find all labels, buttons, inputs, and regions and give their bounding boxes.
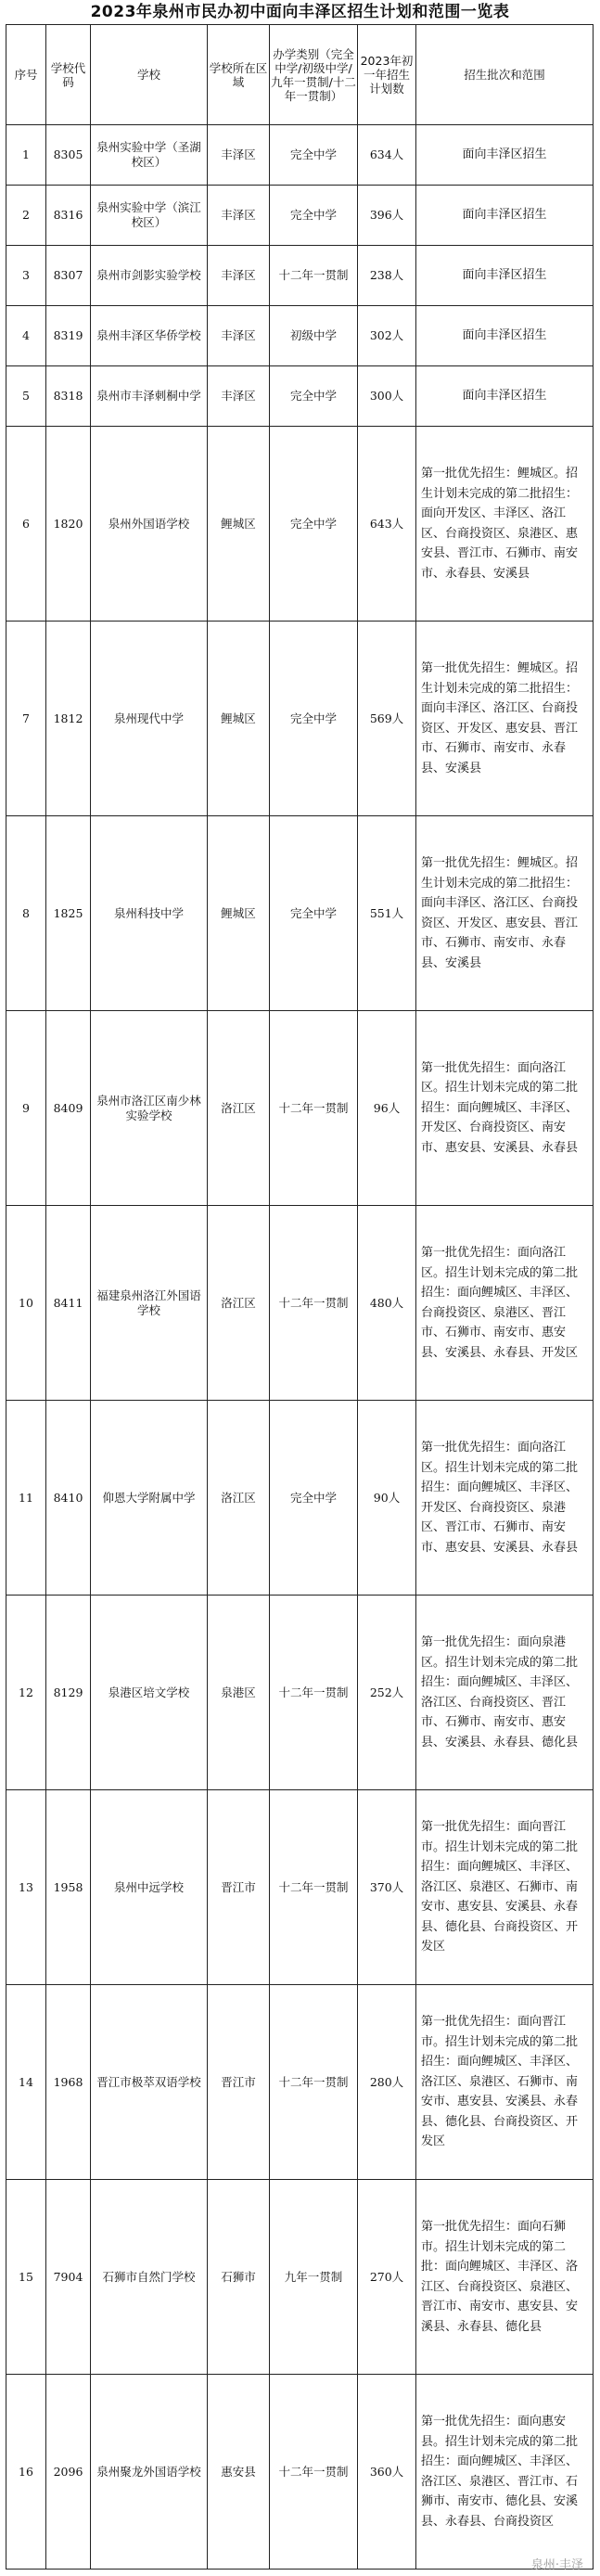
row-scope: 第一批优先招生：面向洛江区。招生计划未完成的第二批招生：面向鲤城区、丰泽区、开发区、台商投资区、南安市、惠安县、安溪县、永春县 — [416, 1011, 594, 1206]
row-school: 泉州丰泽区华侨学校 — [91, 306, 208, 366]
row-index: 15 — [6, 2180, 46, 2375]
row-district: 晋江市 — [208, 1985, 270, 2180]
row-school: 泉州实验中学（滨江校区） — [91, 186, 208, 246]
row-school: 泉州中远学校 — [91, 1790, 208, 1985]
row-type: 十二年一贯制 — [270, 1206, 358, 1401]
row-index: 6 — [6, 427, 46, 622]
row-plan: 96人 — [358, 1011, 416, 1206]
row-index: 12 — [6, 1596, 46, 1790]
row-index: 11 — [6, 1401, 46, 1596]
table-row — [6, 1985, 594, 2180]
row-plan: 300人 — [358, 366, 416, 427]
row-scope: 面向丰泽区招生 — [416, 125, 594, 186]
table-row — [6, 306, 594, 366]
row-district: 丰泽区 — [208, 306, 270, 366]
watermark: 泉州·丰泽 — [530, 2558, 583, 2572]
row-scope: 第一批优先招生：面向洛江区。招生计划未完成的第二批招生：面向鲤城区、丰泽区、台商投资区、泉港区、晋江市、石狮市、南安市、惠安县、安溪县、永春县、开发区 — [416, 1206, 594, 1401]
row-type: 完全中学 — [270, 366, 358, 427]
row-type: 完全中学 — [270, 125, 358, 186]
row-plan: 480人 — [358, 1206, 416, 1401]
row-type: 十二年一贯制 — [270, 1985, 358, 2180]
table-row — [6, 186, 594, 246]
admission-table — [6, 24, 594, 2570]
header-school: 学校 — [91, 25, 208, 125]
row-district: 洛江区 — [208, 1401, 270, 1596]
row-index: 16 — [6, 2375, 46, 2570]
row-school: 泉州市洛江区南少林实验学校 — [91, 1011, 208, 1206]
header-district: 学校所在区域 — [208, 25, 270, 125]
row-type: 完全中学 — [270, 427, 358, 622]
row-code: 8129 — [46, 1596, 91, 1790]
row-scope: 第一批优先招生：鲤城区。招生计划未完成的第二批招生：面向丰泽区、洛江区、台商投资区、开发区、惠安县、晋江市、石狮市、南安市、永春县、安溪县 — [416, 622, 594, 816]
row-type: 初级中学 — [270, 306, 358, 366]
row-index: 3 — [6, 246, 46, 306]
table-row — [6, 2375, 594, 2570]
row-code: 1968 — [46, 1985, 91, 2180]
row-type: 十二年一贯制 — [270, 1596, 358, 1790]
table-row — [6, 622, 594, 816]
row-scope: 第一批优先招生：面向洛江区。招生计划未完成的第二批招生：面向鲤城区、丰泽区、开发区、台商投资区、泉港区、晋江市、石狮市、南安市、惠安县、安溪县、永春县 — [416, 1401, 594, 1596]
row-scope: 第一批优先招生：面向惠安县。招生计划未完成的第二批招生：面向鲤城区、丰泽区、洛江区、泉港区、晋江市、石狮市、南安市、德化县、安溪县、永春县、台商投资区 — [416, 2375, 594, 2570]
row-code: 8409 — [46, 1011, 91, 1206]
row-code: 8411 — [46, 1206, 91, 1401]
row-index: 5 — [6, 366, 46, 427]
table-row — [6, 1790, 594, 1985]
row-district: 石狮市 — [208, 2180, 270, 2375]
row-plan: 270人 — [358, 2180, 416, 2375]
row-school: 仰恩大学附属中学 — [91, 1401, 208, 1596]
row-code: 1820 — [46, 427, 91, 622]
row-scope: 面向丰泽区招生 — [416, 186, 594, 246]
row-plan: 634人 — [358, 125, 416, 186]
row-plan: 643人 — [358, 427, 416, 622]
row-school: 晋江市极萃双语学校 — [91, 1985, 208, 2180]
row-school: 泉州科技中学 — [91, 816, 208, 1011]
row-code: 2096 — [46, 2375, 91, 2570]
table-row — [6, 1596, 594, 1790]
row-type: 九年一贯制 — [270, 2180, 358, 2375]
row-scope: 第一批优先招生：鲤城区。招生计划未完成的第二批招生：面向开发区、丰泽区、洛江区、台商投资区、泉港区、惠安县、晋江市、石狮市、南安市、永春县、安溪县 — [416, 427, 594, 622]
table-row — [6, 2180, 594, 2375]
row-scope: 第一批优先招生：鲤城区。招生计划未完成的第二批招生：面向丰泽区、洛江区、台商投资区、开发区、惠安县、晋江市、石狮市、南安市、永春县、安溪县 — [416, 816, 594, 1011]
table-row — [6, 1401, 594, 1596]
row-code: 8319 — [46, 306, 91, 366]
row-school: 福建泉州洛江外国语学校 — [91, 1206, 208, 1401]
table-row — [6, 427, 594, 622]
row-scope: 面向丰泽区招生 — [416, 306, 594, 366]
row-plan: 551人 — [358, 816, 416, 1011]
row-plan: 252人 — [358, 1596, 416, 1790]
row-district: 丰泽区 — [208, 186, 270, 246]
row-district: 丰泽区 — [208, 246, 270, 306]
row-index: 14 — [6, 1985, 46, 2180]
row-district: 鲤城区 — [208, 816, 270, 1011]
row-district: 丰泽区 — [208, 366, 270, 427]
table-header-row — [6, 25, 594, 125]
row-index: 9 — [6, 1011, 46, 1206]
row-plan: 396人 — [358, 186, 416, 246]
row-type: 完全中学 — [270, 1401, 358, 1596]
row-school: 泉港区培文学校 — [91, 1596, 208, 1790]
row-scope: 面向丰泽区招生 — [416, 366, 594, 427]
header-scope: 招生批次和范围 — [416, 25, 594, 125]
row-code: 1958 — [46, 1790, 91, 1985]
row-code: 8316 — [46, 186, 91, 246]
row-code: 1812 — [46, 622, 91, 816]
row-index: 1 — [6, 125, 46, 186]
row-type: 十二年一贯制 — [270, 1011, 358, 1206]
table-row — [6, 816, 594, 1011]
row-code: 7904 — [46, 2180, 91, 2375]
row-code: 8318 — [46, 366, 91, 427]
row-scope: 第一批优先招生：面向石狮市。招生计划未完成的第二批：面向鲤城区、丰泽区、洛江区、台商投资区、泉港区、晋江市、南安市、惠安县、安溪县、永春县、德化县 — [416, 2180, 594, 2375]
row-type: 完全中学 — [270, 186, 358, 246]
row-plan: 302人 — [358, 306, 416, 366]
row-plan: 569人 — [358, 622, 416, 816]
row-district: 泉港区 — [208, 1596, 270, 1790]
row-school: 泉州市丰泽刺桐中学 — [91, 366, 208, 427]
table-row — [6, 246, 594, 306]
row-plan: 280人 — [358, 1985, 416, 2180]
row-index: 7 — [6, 622, 46, 816]
page-title: 2023年泉州市民办初中面向丰泽区招生计划和范围一览表 — [90, 3, 510, 21]
row-school: 泉州实验中学（圣湖校区） — [91, 125, 208, 186]
table-row — [6, 1011, 594, 1206]
row-index: 10 — [6, 1206, 46, 1401]
header-plan: 2023年初一年招生计划数 — [358, 25, 416, 125]
row-district: 丰泽区 — [208, 125, 270, 186]
row-scope: 面向丰泽区招生 — [416, 246, 594, 306]
row-plan: 90人 — [358, 1401, 416, 1596]
row-code: 8307 — [46, 246, 91, 306]
row-code: 8410 — [46, 1401, 91, 1596]
row-district: 鲤城区 — [208, 622, 270, 816]
row-code: 8305 — [46, 125, 91, 186]
table-row — [6, 1206, 594, 1401]
row-type: 十二年一贯制 — [270, 2375, 358, 2570]
row-type: 完全中学 — [270, 816, 358, 1011]
row-index: 13 — [6, 1790, 46, 1985]
row-district: 洛江区 — [208, 1011, 270, 1206]
row-type: 十二年一贯制 — [270, 1790, 358, 1985]
row-type: 十二年一贯制 — [270, 246, 358, 306]
row-school: 泉州现代中学 — [91, 622, 208, 816]
row-district: 惠安县 — [208, 2375, 270, 2570]
row-scope: 第一批优先招生：面向晋江市。招生计划未完成的第二批招生：面向鲤城区、丰泽区、洛江区、泉港区、石狮市、南安市、惠安县、安溪县、永春县、德化县、台商投资区、开发区 — [416, 1985, 594, 2180]
row-index: 8 — [6, 816, 46, 1011]
row-district: 洛江区 — [208, 1206, 270, 1401]
row-school: 泉州外国语学校 — [91, 427, 208, 622]
row-school: 泉州聚龙外国语学校 — [91, 2375, 208, 2570]
row-plan: 360人 — [358, 2375, 416, 2570]
row-code: 1825 — [46, 816, 91, 1011]
row-school: 泉州市剑影实验学校 — [91, 246, 208, 306]
row-plan: 370人 — [358, 1790, 416, 1985]
row-plan: 238人 — [358, 246, 416, 306]
header-index: 序号 — [6, 25, 46, 125]
header-type: 办学类别（完全中学/初级中学/九年一贯制/十二年一贯制） — [270, 25, 358, 125]
row-scope: 第一批优先招生：面向泉港区。招生计划未完成的第二批招生：面向鲤城区、丰泽区、洛江区、台商投资区、晋江市、石狮市、南安市、惠安县、安溪县、永春县、德化县 — [416, 1596, 594, 1790]
row-index: 4 — [6, 306, 46, 366]
row-district: 晋江市 — [208, 1790, 270, 1985]
row-index: 2 — [6, 186, 46, 246]
table-row — [6, 366, 594, 427]
row-type: 完全中学 — [270, 622, 358, 816]
row-scope: 第一批优先招生：面向晋江市。招生计划未完成的第二批招生：面向鲤城区、丰泽区、洛江区、泉港区、石狮市、南安市、惠安县、安溪县、永春县、德化县、台商投资区、开发区 — [416, 1790, 594, 1985]
table-row — [6, 125, 594, 186]
row-district: 鲤城区 — [208, 427, 270, 622]
header-code: 学校代码 — [46, 25, 91, 125]
row-school: 石狮市自然门学校 — [91, 2180, 208, 2375]
